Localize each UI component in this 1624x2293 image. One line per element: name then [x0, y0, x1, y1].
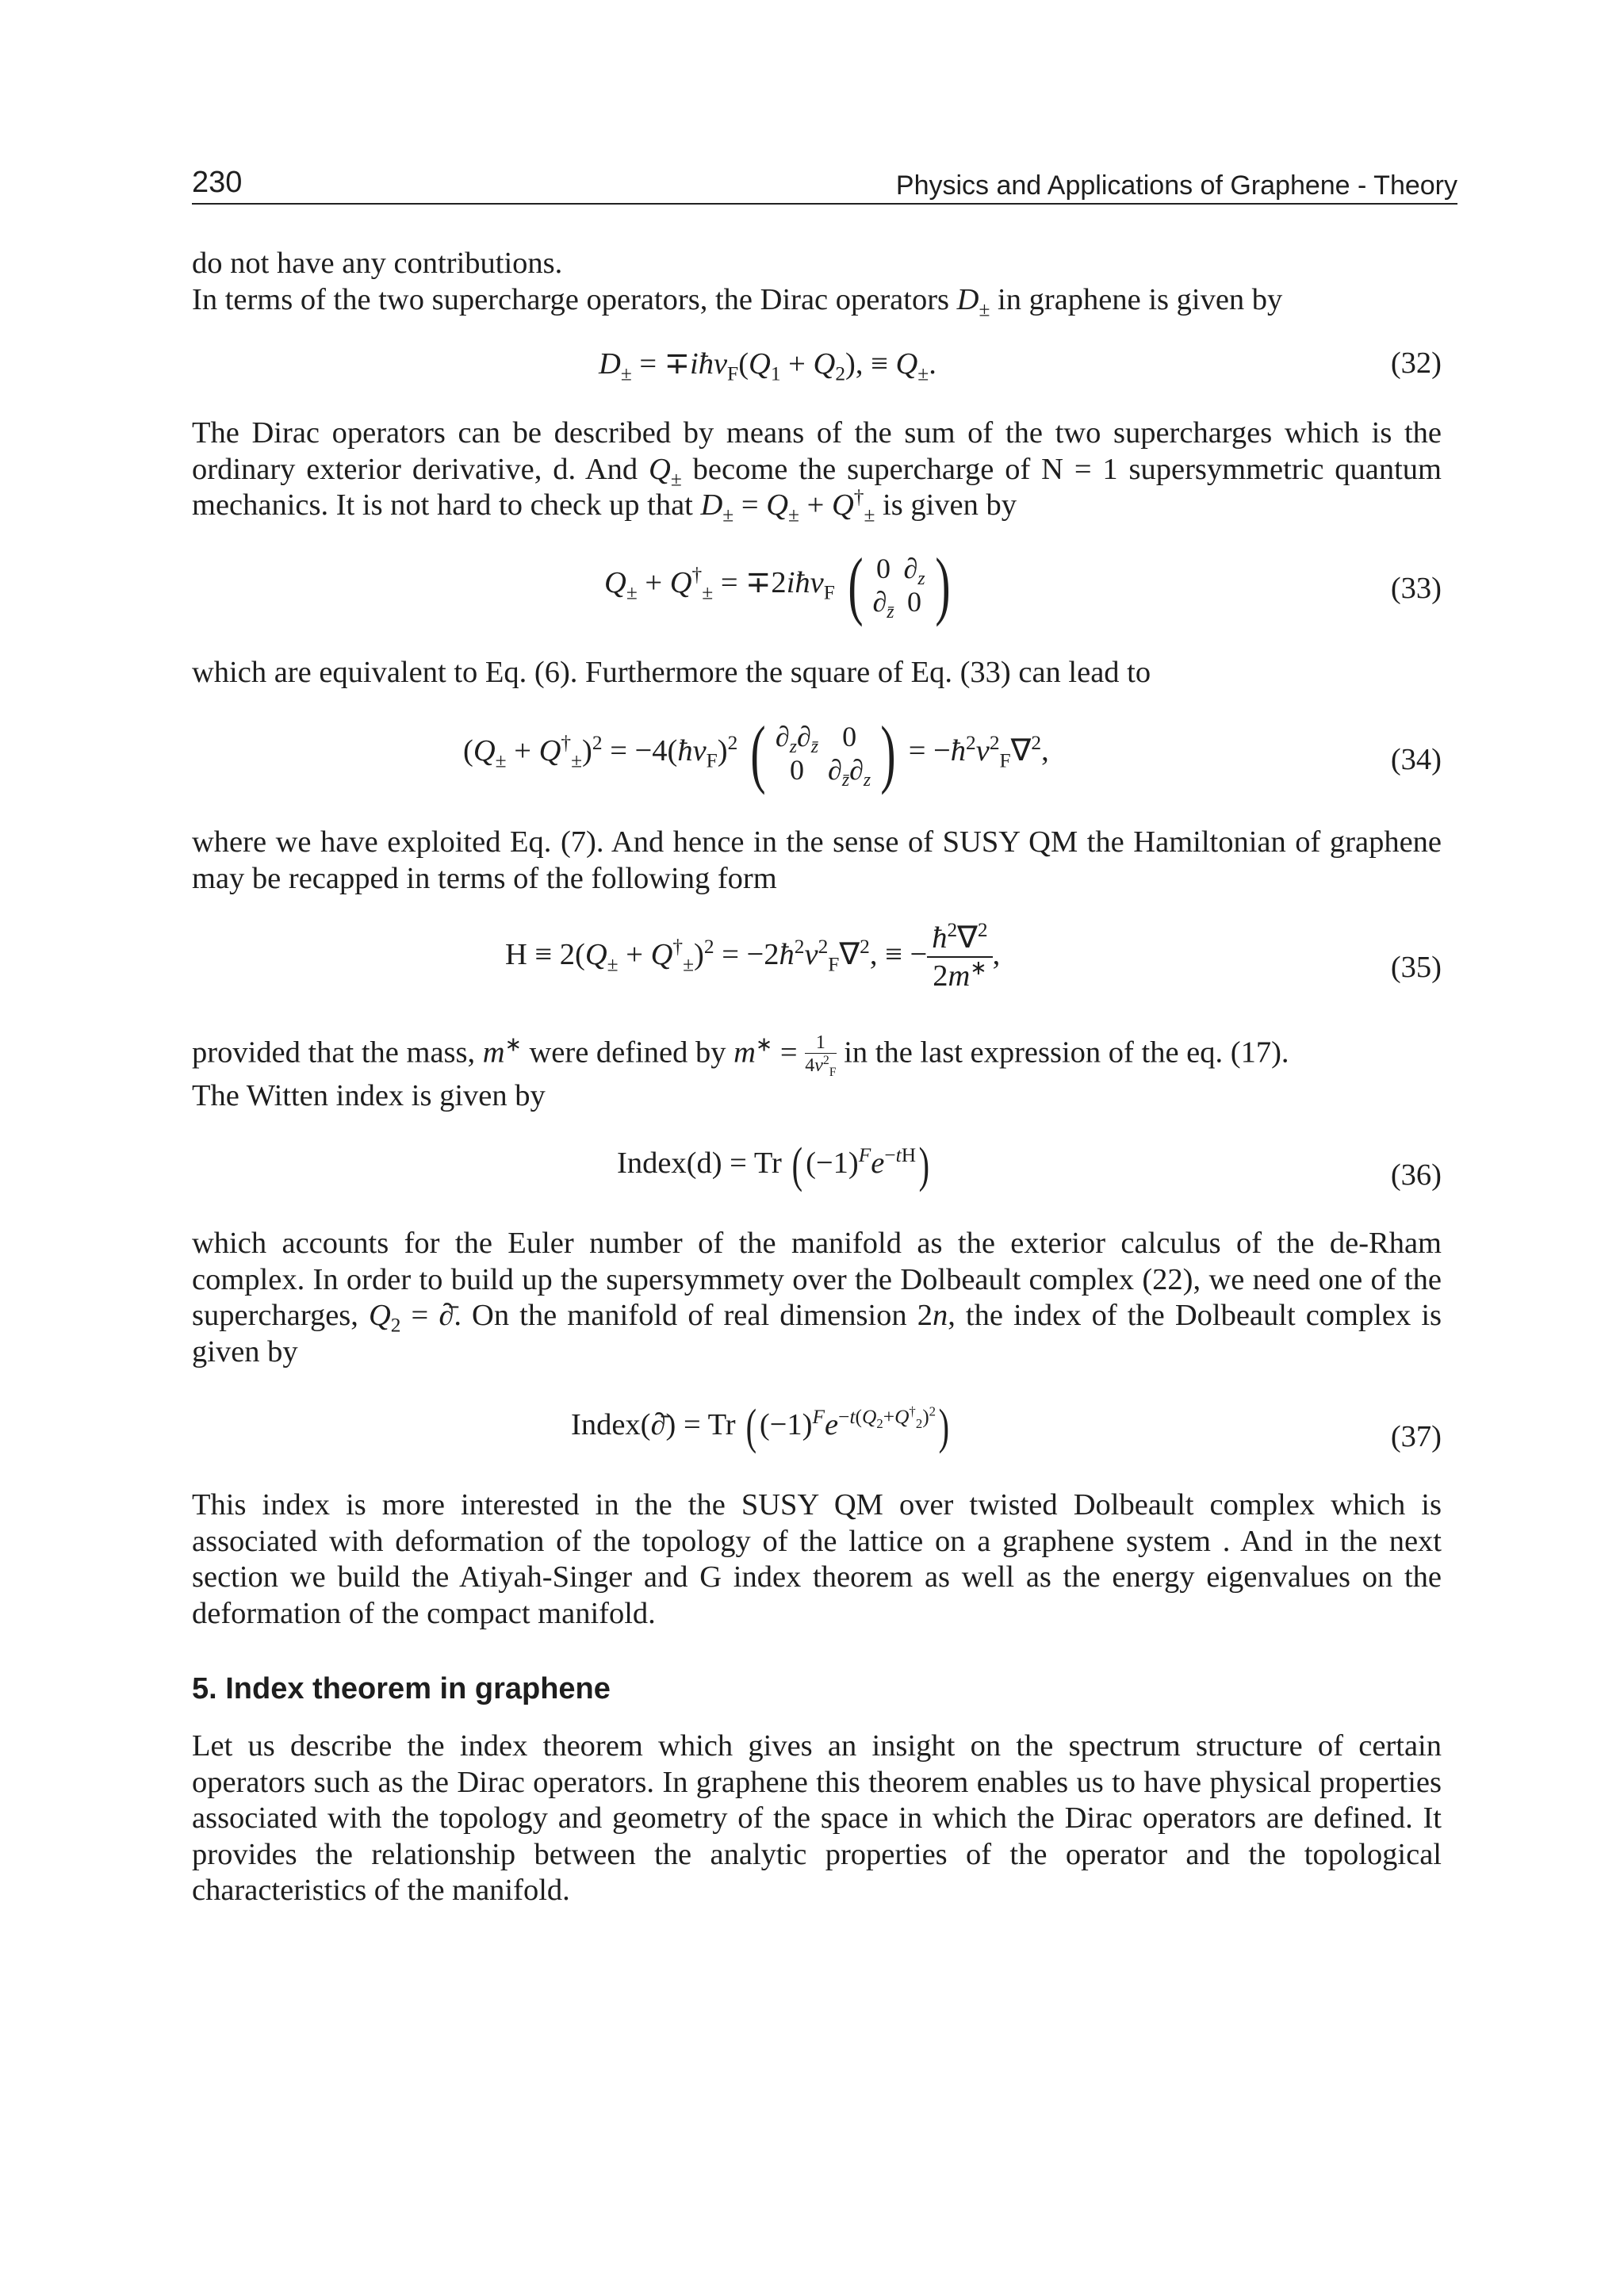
equation-37: Index(∂̄) = Tr $((-1)^Fe^{-t(Q_2+Q^\dagger_2)^2})$ (37) — [571, 1400, 1442, 1454]
equation-32: $D_\pm$ = $\mp iħv_F(Q_1 + Q_2)$, ≡ $Q_\pm$. (32) — [599, 346, 1442, 385]
section-heading: 5. Index theorem in graphene — [192, 1672, 611, 1705]
paragraph-3: The Dirac operators can be described by means of the sum of the two supercharges which is the ordinary exterior derivative, d. And $Q_\pm$ become the supercharge of N = 1 supersymmetric quantum mechanics. It is not hard to check up that $D_\pm = Q_\pm + Q^\dagger_\pm$ is given by — [192, 416, 1442, 526]
equation-36: Index(d) = Tr $((-1)^Fe^{-tH})$ (36) — [617, 1139, 1442, 1192]
page-number: 230 — [192, 166, 243, 199]
running-header — [192, 163, 1457, 205]
paragraph-6: provided that the mass, m∗ were defined by m∗ = $\frac{1}{4v^2_F}$ in the last expression of the eq. (17). — [192, 1032, 1289, 1079]
paragraph-5: where we have exploited Eq. (7). And hence in the sense of SUSY QM the Hamiltonian of graphene may be recapped in terms of the following form — [192, 825, 1442, 895]
equation-number: (32) — [1390, 346, 1442, 380]
running-title: Physics and Applications of Graphene - Theory — [895, 170, 1457, 201]
equation-33: $Q_\pm + Q^\dagger_\pm$ = ∓2iħv$_F$ ( 0 $\partial_z$ $\partial_{z̄}$ 0 ) (33) — [604, 542, 1442, 627]
paragraph-9: This index is more interested in the the SUSY QM over twisted Dolbeault complex which is associated with deformation of the topology of the lattice on a graphene system . And in the next section we build the Atiyah-Singer and G index theorem as well as the energy eigenvalues on the deformation of the compact manifold. — [192, 1488, 1442, 1630]
paragraph-10: Let us describe the index theorem which gives an insight on the spectrum structure of certain operators such as the Dirac operators. In graphene this theorem enables us to have physical properties associated with the topology and geometry of the space in which the Dirac operators are defined. It provides the relationship between the analytic properties of the operator and the topological characteristics of the manifold. — [192, 1729, 1442, 1908]
paragraph-8: which accounts for the Euler number of the manifold as the exterior calculus of the de-Rham complex. In order to build up the supersymmety over the Dolbeault complex (22), we need one of the supercharges, $Q_2$ = ∂̄. On the manifold of real dimension 2n, the index of the Dolbeault complex is given by — [192, 1227, 1442, 1369]
equation-number: (34) — [1390, 743, 1442, 776]
equation-34: $(Q_\pm + Q^\dagger_\pm)^2$ = $-4(ħv_F)^2$ ( $\partial_z\partial_{z̄}$ 0 0 $\partial_{z̄}\partial_z$ ) = $-ħ^2v^2_F\nabla^2$, (34) — [463, 710, 1442, 795]
paragraph-7: The Witten index is given by — [192, 1079, 546, 1112]
equation-number: (37) — [1390, 1420, 1442, 1453]
paragraph-4: which are equivalent to Eq. (6). Furthermore the square of Eq. (33) can lead to — [192, 656, 1151, 689]
equation-35: $H \equiv 2(Q_\pm + Q^\dagger_\pm)^2$ = $-2ħ^2v^2_F\nabla^2$, ≡ − $\frac{ħ^2\nabla^2}{2m^∗}$ , (35) — [505, 919, 1442, 993]
equation-number: (33) — [1390, 572, 1442, 605]
equation-number: (35) — [1390, 951, 1442, 984]
equation-number: (36) — [1390, 1158, 1442, 1192]
paragraph-1: do not have any contributions. — [192, 247, 563, 280]
paragraph-2: In terms of the two supercharge operators, the Dirac operators $D_\pm$ in graphene is given by — [192, 283, 1283, 321]
